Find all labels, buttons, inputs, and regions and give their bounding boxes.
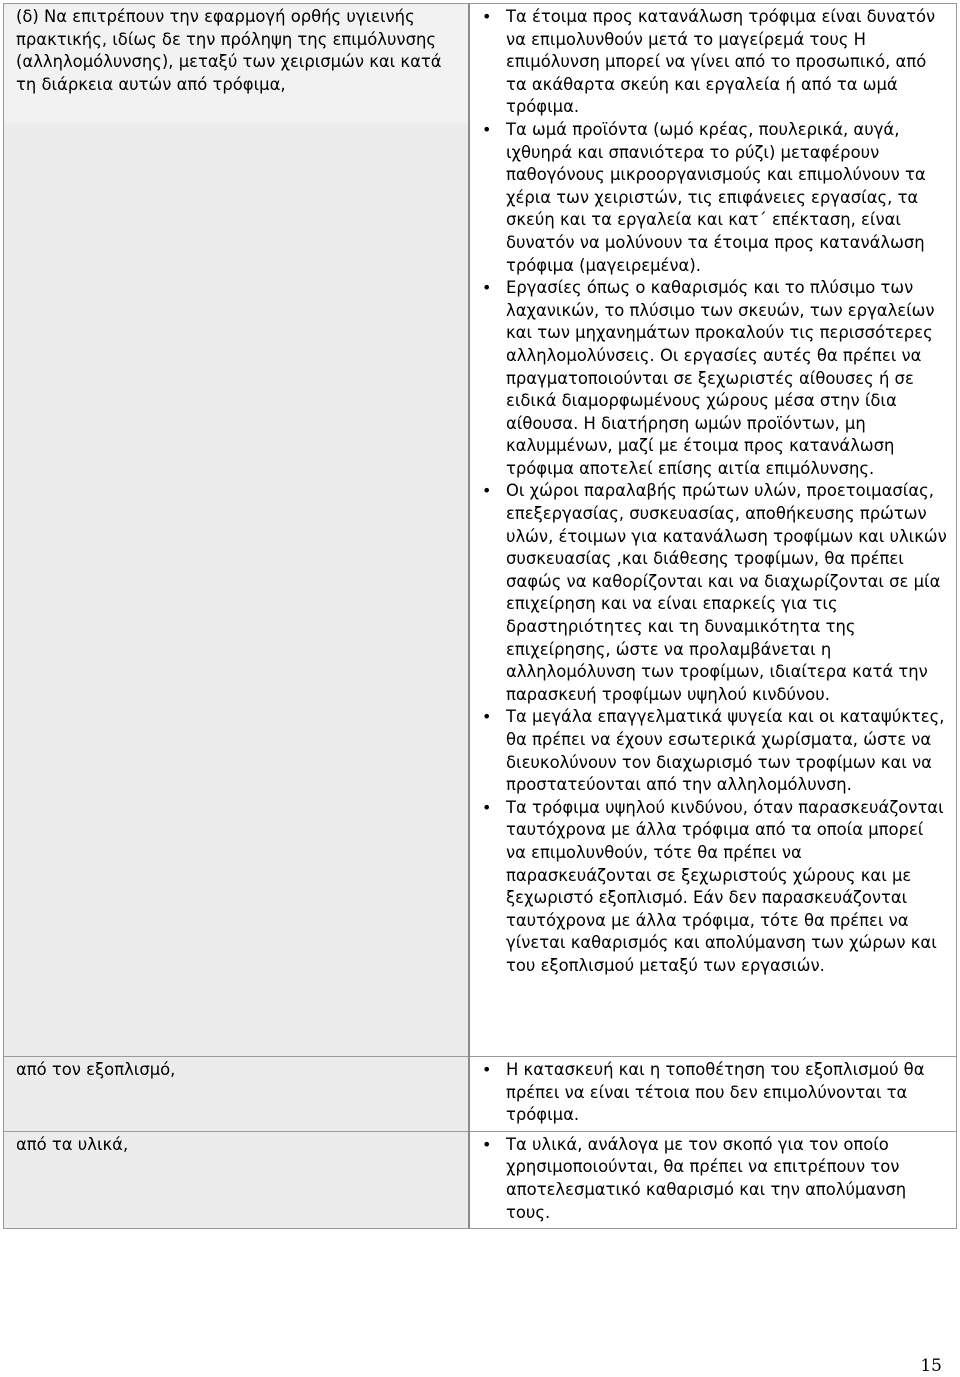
list-item: • Τα μεγάλα επαγγελματικά ψυγεία και οι καταψύκτες, θα πρέπει να έχουν εσωτερικά χωρίσματα, ώστε να διευκολύνουν τον διαχωρισμό των τροφίμων και να προστατεύονται από την αλληλομόλυνση. [480,706,948,796]
page-number: 15 [920,1356,942,1376]
table-row [4,1131,957,1228]
list-item: • Τα υλικά, ανάλογα με τον σκοπό για τον οποίο χρησιμοποιούνται, θα πρέπει να επιτρέπουν τον αποτελεσματικό καθαρισμό και την απολύμανση τους. [480,1134,948,1224]
list-item: • Οι χώροι παραλαβής πρώτων υλών, προετοιμασίας, επεξεργασίας, συσκευασίας, αποθήκευσης πρώτων υλών, έτοιμων για κατανάλωση τροφίμων και υλικών συσκευασίας ,και διάθεσης τροφίμων, θα πρέπει σαφώς να καθορίζονται και να διαχωρίζονται σε μία επιχείρηση και να είναι επαρκείς για τις δραστηριότητες και τη δυναμικότητα της επιχείρησης, ώστε να προλαμβάνεται η αλληλομόλυνση των τροφίμων, ιδιαίτερα κατά την παρασκευή τροφίμων υψηλού κινδύνου. [480,480,948,706]
explanation-cell [469,1057,957,1132]
bullet-list [480,6,948,978]
content-table [3,3,957,1229]
explanation-cell [469,4,957,1057]
list-item: • Τα έτοιμα προς κατανάλωση τρόφιμα είναι δυνατόν να επιμολυνθούν μετά το μαγείρεμά τους Η επιμόλυνση μπορεί να γίνει από το προσωπικό, από τα ακάθαρτα σκεύη και εργαλεία ή από τα ωμά τρόφιμα. [480,6,948,119]
requirement-cell: (δ) Να επιτρέπουν την εφαρμογή ορθής υγιεινής πρακτικής, ιδίως δε την πρόληψη της επιμόλυνσης (αλληλομόλυνσης), μεταξύ των χειρισμών και κατά τη διάρκεια αυτών από τρόφιμα, [4,4,470,1057]
bullet-list [480,1134,948,1224]
requirement-cell: από τα υλικά, [4,1131,470,1228]
table-row [4,1057,957,1132]
bullet-list [480,1059,948,1127]
requirement-cell: από τον εξοπλισμό, [4,1057,470,1132]
list-item: • Η κατασκευή και η τοποθέτηση του εξοπλισμού θα πρέπει να είναι τέτοια που δεν επιμολύνονται τα τρόφιμα. [480,1059,948,1127]
explanation-cell [469,1131,957,1228]
table-row [4,4,957,1057]
list-item: • Τα τρόφιμα υψηλού κινδύνου, όταν παρασκευάζονται ταυτόχρονα με άλλα τρόφιμα από τα οποία μπορεί να επιμολυνθούν, τότε θα πρέπει να παρασκευάζονται σε ξεχωριστούς χώρους και με ξεχωριστό εξοπλισμό. Εάν δεν παρασκευάζονται ταυτόχρονα με άλλα τρόφιμα, τότε θα πρέπει να γίνεται καθαρισμός και απολύμανση των χώρων και του εξοπλισμού μεταξύ των εργασιών. [480,797,948,978]
list-item: • Τα ωμά προϊόντα (ωμό κρέας, πουλερικά, αυγά, ιχθυηρά και σπανιότερα το ρύζι) μεταφέρουν παθογόνους μικροοργανισμούς και επιμολύνουν τα χέρια των χειριστών, τις επιφάνειες εργασίας, τα σκεύη και τα εργαλεία και κατ΄ επέκταση, είναι δυνατόν να μολύνουν τα έτοιμα προς κατανάλωση τρόφιμα (μαγειρεμένα). [480,119,948,277]
list-item: • Εργασίες όπως ο καθαρισμός και το πλύσιμο των λαχανικών, το πλύσιμο των σκευών, των εργαλείων και των μηχανημάτων προκαλούν τις περισσότερες αλληλομολύνσεις. Οι εργασίες αυτές θα πρέπει να πραγματοποιούνται σε ξεχωριστές αίθουσες ή σε ειδικά διαμορφωμένους χώρους μέσα στην ίδια αίθουσα. Η διατήρηση ωμών προϊόντων, μη καλυμμένων, μαζί με έτοιμα προς κατανάλωση τρόφιμα αποτελεί επίσης αιτία επιμόλυνσης. [480,277,948,480]
